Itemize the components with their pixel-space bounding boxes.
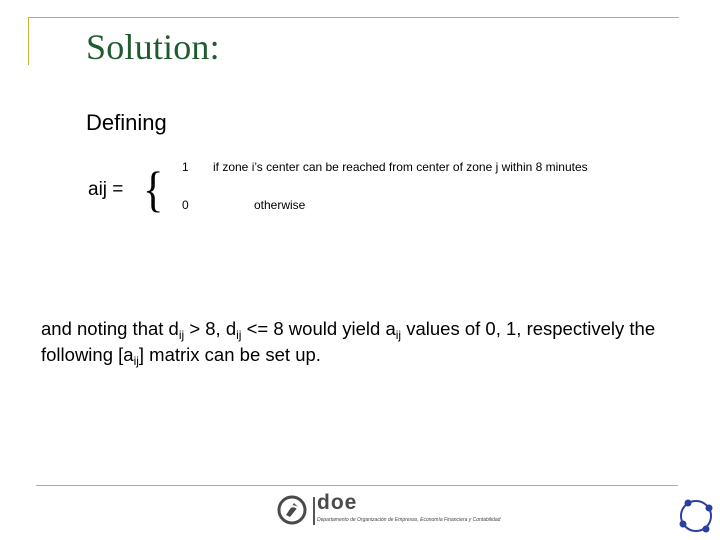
logo-separator — [313, 497, 315, 525]
footer-rule — [36, 485, 678, 486]
case-value-1: 1 — [182, 160, 189, 174]
case-value-0: 0 — [182, 198, 189, 212]
body-paragraph: and noting that $d_{ij} > 8$, $d_{ij} <= 8$ would yield $a_{ij}$ values of 0, 1, respectively the following $[a_{ij}]$ matrix can be set up. — [41, 318, 656, 368]
subscript: ij — [133, 354, 139, 368]
left-rule — [28, 17, 29, 65]
circle-nodes-icon — [676, 496, 716, 536]
slide-title: Solution: — [86, 27, 220, 67]
intro-text: Defining — [86, 110, 167, 135]
subscript: ij — [178, 328, 185, 342]
case-condition-1: if zone i’s center can be reached from center of zone j within 8 minutes — [213, 160, 588, 174]
definition-lhs: aij = — [88, 179, 124, 200]
department-logo — [277, 491, 537, 529]
subscript: ij — [395, 328, 402, 342]
top-rule — [28, 17, 679, 18]
subscript: ij — [236, 328, 242, 342]
definition-brace: { — [143, 161, 164, 217]
case-condition-0: otherwise — [254, 198, 306, 212]
logo-wordmark: doe — [317, 491, 358, 514]
doe-logo-icon — [277, 495, 307, 525]
logo-subtitle: Departamento de Organización de Empresas, Economía Financiera y Contabilidad — [317, 517, 501, 523]
